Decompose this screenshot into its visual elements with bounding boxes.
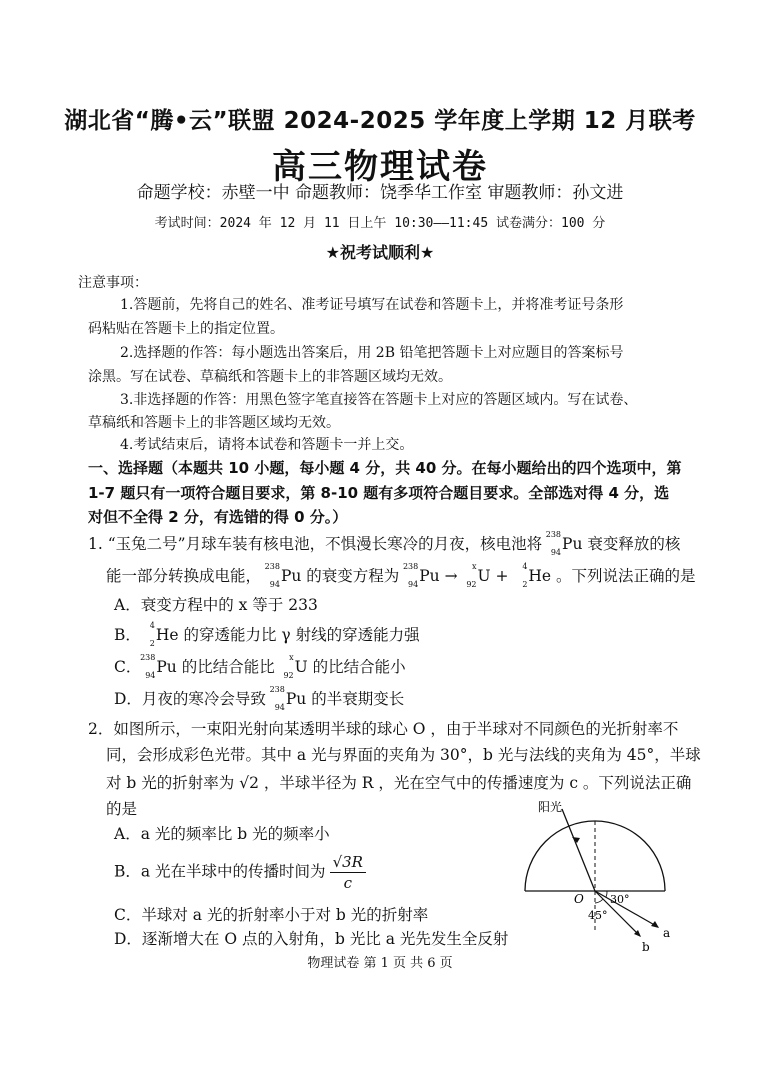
q2-option-a: A．a 光的频率比 b 光的频率小 <box>114 825 330 843</box>
note-item: 4.考试结束后，请将本试卷和答题卡一并上交。 <box>120 437 414 453</box>
center-label: O <box>574 892 584 906</box>
angle-arc-30 <box>606 891 607 897</box>
q2-option-d: D．逐渐增大在 O 点的入射角，b 光比 a 光先发生全反射 <box>114 930 509 948</box>
q2-line: 2．如图所示，一束阳光射向某透明半球的球心 O ，由于半球对不同颜色的光折射率不 <box>88 720 679 738</box>
notes-heading: 注意事项： <box>78 275 148 291</box>
exam-info: 考试时间：2024 年 12 月 11 日上午 10:30——11:45 试卷满分：100 分 <box>154 216 606 231</box>
subject-title: 高三物理试卷 <box>272 147 488 187</box>
exam-title: 湖北省“腾•云”联盟 2024-2025 学年度上学期 12 月联考 <box>64 108 696 134</box>
hemisphere-figure <box>510 795 680 955</box>
q2-option-b: B．a 光在半球中的传播时间为 $\frac{√3R}{c}$ <box>114 852 366 893</box>
angle-arc-45 <box>595 899 603 903</box>
ray-b-label: b <box>642 940 650 954</box>
q1-line1: 1. “玉兔二号”月球车装有核电池，不惧漫长寒冷的月夜，核电池将 238 94 Pu 衰变释放的核 <box>88 530 681 557</box>
section-heading-line: 一、选择题（本题共 10 小题，每小题 4 分，共 40 分。在每小题给出的四个选项中，第 <box>88 459 682 477</box>
q1-option-c: C． 238 94 Pu 的比结合能比 x 92 U 的比结合能小 <box>114 653 406 680</box>
pu-isotope: 238 94 <box>545 530 562 557</box>
section-heading-line: 对但不全得 2 分，有选错的得 0 分。） <box>88 508 348 526</box>
note-item: 涂黑。写在试卷、草稿纸和答题卡上的非答题区域均无效。 <box>88 369 452 385</box>
note-item: 3.非选择题的作答：用黑色签字笔直接答在答题卡上对应的答题区域内。写在试卷、 <box>120 392 638 408</box>
fraction: $\frac{√3R}{c}$ <box>330 852 366 893</box>
good-luck-line: ★祝考试顺利★ <box>325 243 435 262</box>
note-item: 草稿纸和答题卡上的非答题区域均无效。 <box>88 415 340 431</box>
note-item: 码粘贴在答题卡上的指定位置。 <box>88 321 284 337</box>
q2-line: 的是 <box>106 800 138 818</box>
q2-option-c: C．半球对 a 光的折射率小于对 b 光的折射率 <box>114 906 429 924</box>
q1-option-d: D．月夜的寒冷会导致 238 94 Pu 的半衰期变长 <box>114 685 405 712</box>
ray-a-arrow <box>651 921 659 928</box>
ray-a-label: a <box>663 926 671 940</box>
q1-option-a: A．衰变方程中的 x 等于 233 <box>114 596 318 614</box>
q1-option-b: B． 4 2 He 的穿透能力比 γ 射线的穿透能力强 <box>114 621 420 648</box>
note-item: 2.选择题的作答：每小题选出答案后，用 2B 铅笔把答题卡上对应题目的答案标号 <box>120 345 624 361</box>
sunlight-label: 阳光 <box>538 800 563 814</box>
q2-line: 对 b 光的折射率为 √2 ，半球半径为 R ，光在空气中的传播速度为 c 。下列说法正确 <box>106 774 692 792</box>
angle-a-label: 30° <box>610 893 630 906</box>
page-footer: 物理试卷 第 1 页 共 6 页 <box>307 956 453 971</box>
note-item: 1.答题前，先将自己的姓名、准考证号填写在试卷和答题卡上，并将准考证号条形 <box>120 297 624 313</box>
authors-line: 命题学校：赤壁一中 命题教师：饶季华工作室 审题教师：孙文进 <box>136 183 624 203</box>
q2-line: 同，会形成彩色光带。其中 a 光与界面的夹角为 30°，b 光与法线的夹角为 45°，半球 <box>106 746 701 764</box>
q1-line2: 能一部分转换成电能， 238 94 Pu 的衰变方程为 238 94 Pu → x 92 U + 4 2 He 。下列说法正确的是 <box>106 562 696 589</box>
angle-b-label: 45° <box>588 909 608 922</box>
section-heading-line: 1-7 题只有一项符合题目要求，第 8-10 题有多项符合题目要求。全部选对得 4 分，选 <box>88 484 670 502</box>
